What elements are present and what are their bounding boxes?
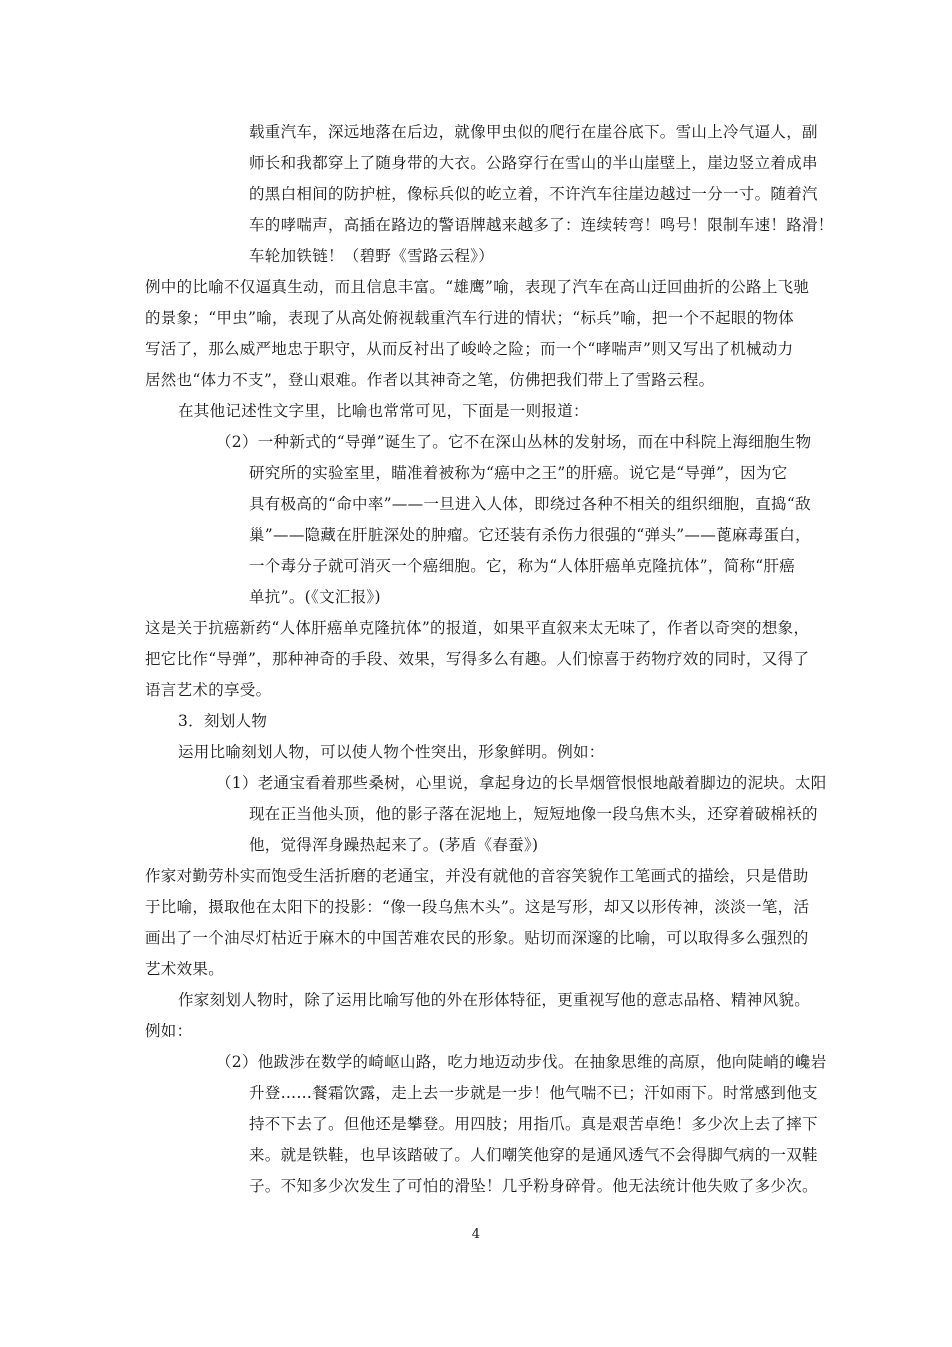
body-line: 例中的比喻不仅逼真生动，而且信息丰富。“雄鹰”喻，表现了汽车在高山迂回曲折的公路上飞驰 [145, 278, 810, 296]
section-heading: 3．刻划人物 [178, 712, 268, 730]
body-line: 画出了一个油尽灯枯近于麻木的中国苦难农民的形象。贴切而深邃的比喻，可以取得多么强烈的 [145, 929, 809, 947]
body-line: 运用比喻刻划人物，可以使人物个性突出，形象鲜明。例如： [178, 743, 605, 761]
quote-line: 具有极高的“命中率”——一旦进入人体，即绕过各种不相关的组织细胞，直捣“敌 [249, 495, 811, 513]
quote-line: 现在正当他头顶，他的影子落在泥地上，短短地像一段乌焦木头，还穿着破棉袄的 [249, 805, 818, 823]
quote-line: 持不下去了。但他还是攀登。用四肢；用指爪。真是艰苦卓绝！多少次上去了摔下 [249, 1115, 818, 1133]
body-line: 语言艺术的享受。 [145, 681, 272, 699]
body-line: 艺术效果。 [145, 960, 225, 978]
body-line: 在其他记述性文字里，比喻也常常可见，下面是一则报道： [178, 402, 589, 420]
quote-line: 升登……餐霜饮露，走上去一步就是一步！他气喘不已；汗如雨下。时常感到他支 [249, 1084, 818, 1102]
body-line: 的景象；“甲虫”喻，表现了从高处俯视载重汽车行进的情状；“标兵”喻，把一个不起眼的物体 [145, 309, 795, 327]
quote-line: 子。不知多少次发生了可怕的滑坠！几乎粉身碎骨。他无法统计他失败了多少次。 [249, 1177, 818, 1195]
body-line: 作家对勤劳朴实而饱受生活折磨的老通宝，并没有就他的音容笑貌作工笔画式的描绘，只是借助 [145, 867, 809, 885]
body-line: 居然也“体力不支”，登山艰难。作者以其神奇之笔，仿佛把我们带上了雪路云程。 [145, 371, 715, 389]
quote-line: 车的哮喘声，高插在路边的警语牌越来越多了：连续转弯！鸣号！限制车速！路滑！ [249, 216, 834, 234]
quote-line: 来。就是铁鞋，也早该踏破了。人们嘲笑他穿的是通风透气不会得脚气病的一双鞋 [249, 1146, 818, 1164]
quote-line: （2）一种新式的“导弹”诞生了。它不在深山丛林的发射场，而在中科院上海细胞生物 [216, 433, 812, 451]
quote-line: （1）老通宝看着那些桑树，心里说，拿起身边的长旱烟管恨恨地敲着脚边的泥块。太阳 [216, 774, 827, 792]
quote-line: 研究所的实验室里，瞄准着被称为“癌中之王”的肝癌。说它是“导弹”，因为它 [249, 464, 788, 482]
quote-line: 一个毒分子就可消灭一个癌细胞。它，称为“人体肝癌单克隆抗体”，简称“肝癌 [249, 557, 796, 575]
quote-line: 单抗”。(《文汇报》) [249, 588, 381, 606]
body-line: 于比喻，摄取他在太阳下的投影：“像一段乌焦木头”。这是写形，却又以形传神，淡淡一笔，活 [145, 898, 810, 916]
quote-line: 巢”——隐藏在肝脏深处的肿瘤。它还装有杀伤力很强的“弹头”——蓖麻毒蛋白， [249, 526, 811, 544]
body-line: 把它比作“导弹”，那种神奇的手段、效果，写得多么有趣。人们惊喜于药物疗效的同时，又得了 [145, 650, 810, 668]
body-line: 例如： [145, 1022, 193, 1040]
quote-line: 的黑白相间的防护桩，像标兵似的屹立着，不许汽车往崖边越过一分一寸。随着汽 [249, 185, 818, 203]
body-line: 这是关于抗癌新药“人体肝癌单克隆抗体”的报道，如果平直叙来太无味了，作者以奇突的想象， [145, 619, 810, 637]
quote-line: 他，觉得浑身躁热起来了。(茅盾《春蚕》) [249, 836, 539, 854]
quote-line: （2）他跋涉在数学的崎岖山路，吃力地迈动步伐。在抽象思维的高原，他向陡峭的巉岩 [216, 1053, 827, 1071]
quote-line: 师长和我都穿上了随身带的大衣。公路穿行在雪山的半山崖壁上，崖边竖立着成串 [249, 154, 818, 172]
quote-line: 车轮加铁链！（碧野《雪路云程》） [249, 247, 495, 265]
body-line: 写活了，那么威严地忠于职守，从而反衬出了峻岭之险；而一个“哮喘声”则又写出了机械动力 [145, 340, 794, 358]
quote-line: 载重汽车，深远地落在后边，就像甲虫似的爬行在崖谷底下。雪山上冷气逼人，副 [249, 123, 818, 141]
body-line: 作家刻划人物时，除了运用比喻写他的外在形体特征，更重视写他的意志品格、精神风貌。 [178, 991, 811, 1009]
page-number: 4 [471, 1227, 481, 1242]
